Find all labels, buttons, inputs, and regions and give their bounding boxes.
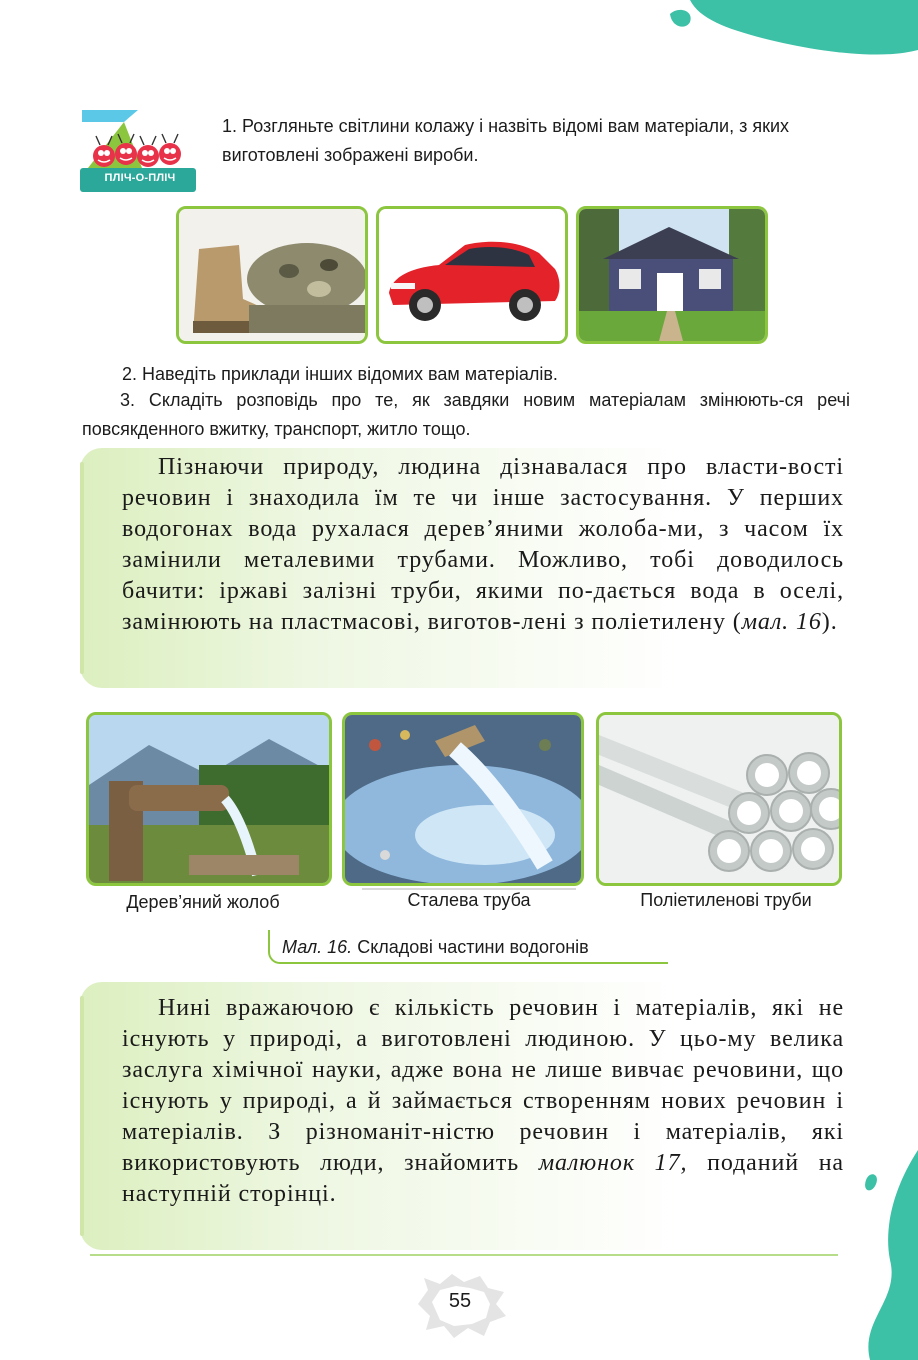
figure-17-reference: малюнок 17, [538,1150,688,1176]
photo-wooden-gutter [86,712,332,886]
photo-polyethylene-pipes [596,712,842,886]
paragraph-1-end: ). [821,609,838,635]
paragraph-1 [122,452,844,638]
page-number: 55 [448,1290,472,1312]
pair-work-badge [80,108,200,198]
paragraph-1-text: Пізнаючи природу, людина дізнавалася про власти-вості речовин і знаходила їм те чи інше застосування. У перших водогонах вода рухалася дерев’яними жолоба-ми, з часом їх замінили металевими трубами. Можливо, тобі доводилось бачити: іржаві залізні труби, якими по-дається вода в оселі, замінюють на пластмасові, виготов-лені з поліетилену ( [122,454,844,635]
photo-red-car [376,206,568,344]
photo-steel-pipe [342,712,584,886]
bottom-rule [90,1254,838,1256]
paragraph-2 [122,993,844,1210]
info-box-bar [80,996,84,1236]
decorative-blob-top [650,0,918,60]
paragraph-2-end: поданий на наступній сторінці. [122,1150,844,1207]
caption-wooden-gutter: Дерев’яний жолоб [126,892,280,912]
caption-polyethylene-pipes: Поліетиленові труби [640,890,812,910]
caption-steel-pipe: Сталева труба [407,890,531,910]
badge-label: ПЛІЧ-О-ПЛІЧ [104,172,176,184]
decorative-blob-right [840,1150,918,1360]
figure-16-label: Мал. 16. [282,937,353,957]
figure-16-reference: мал. 16 [741,609,822,635]
task-3-text: 3. Складіть розповідь про те, як завдяки новим матеріалам змінюють-ся речі повсякденного вжитку, транспорт, житло тощо. [82,390,850,439]
task-2-text: 2. Наведіть приклади інших відомих вам матеріалів. [122,364,558,384]
page-number-badge [410,1270,510,1340]
info-box-bar [80,462,84,674]
paragraph-2-text: Нині вражаючою є кількість речовин і матеріалів, які не існують у природі, а виготовлені людиною. У цьо-му велика заслуга хімічної науки, адже вона не лише вивчає речовини, що існують у природі, а й займається створенням нових речовин і матеріалів. З різноманіт-ністю речовин і матеріалів, які використовують люди, знайомить [122,995,844,1176]
badge-graphic-icon [80,108,200,198]
photo-boots-and-helmet [176,206,368,344]
photo-house [576,206,768,344]
figure-16-caption-text: Складові частини водогонів [352,937,589,957]
figure-16-caption [268,930,668,964]
task-1-text: 1. Розгляньте світлини колажу і назвіть відомі вам матеріали, з яких виготовлені зображені вироби. [222,116,790,165]
